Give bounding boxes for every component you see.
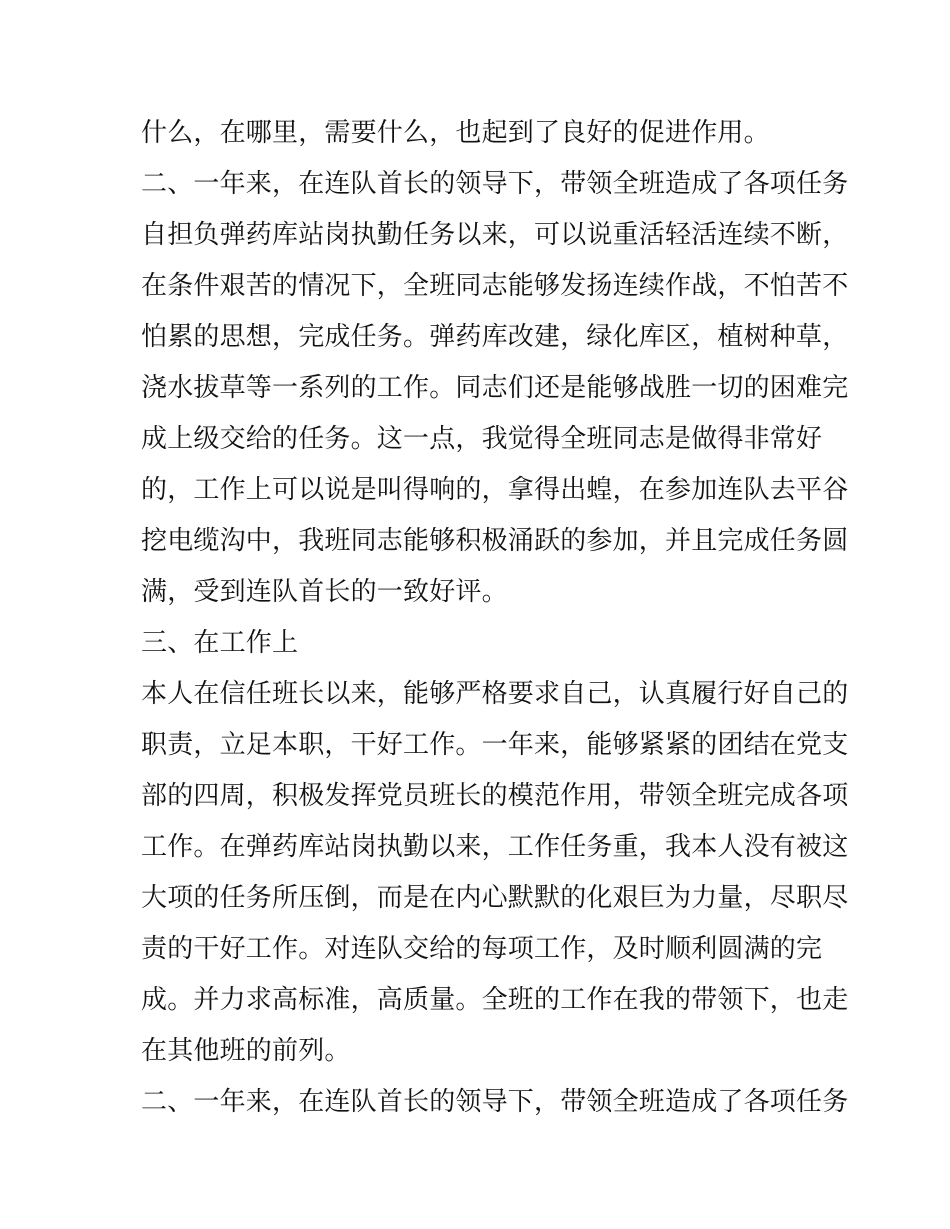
text-line: 职责，立足本职，干好工作。一年来，能够紧紧的团结在党支: [141, 730, 849, 760]
text-line: 挖电缆沟中，我班同志能够积极涌跃的参加，并且完成任务圆: [141, 526, 849, 556]
text-line: 在其他班的前列。: [141, 1036, 351, 1066]
section-heading: 三、在工作上: [141, 628, 299, 658]
text-line: 二、一年来，在连队首长的领导下，带领全班造成了各项任务: [141, 169, 849, 199]
text-line: 自担负弹药库站岗执勤任务以来，可以说重活轻活连续不断，: [141, 220, 849, 250]
text-line: 成。并力求高标准，高质量。全班的工作在我的带领下，也走: [141, 985, 849, 1015]
text-line: 怕累的思想，完成任务。弹药库改建，绿化库区，植树种草，: [141, 322, 849, 352]
text-line: 本人在信任班长以来，能够严格要求自己，认真履行好自己的: [141, 679, 849, 709]
text-line: 大项的任务所压倒，而是在内心默默的化艰巨为力量，尽职尽: [141, 883, 849, 913]
text-line: 的，工作上可以说是叫得响的，拿得出蝗，在参加连队去平谷: [141, 475, 849, 505]
text-line: 成上级交给的任务。这一点，我觉得全班同志是做得非常好: [141, 424, 823, 454]
text-line: 什么，在哪里，需要什么，也起到了良好的促进作用。: [141, 118, 770, 148]
body-text: [141, 108, 849, 1128]
text-line: 满，受到连队首长的一致好评。: [141, 577, 508, 607]
text-line: 工作。在弹药库站岗执勤以来，工作任务重，我本人没有被这: [141, 832, 849, 862]
text-line: 部的四周，积极发挥党员班长的模范作用，带领全班完成各项: [141, 781, 849, 811]
text-line: 二、一年来，在连队首长的领导下，带领全班造成了各项任务: [141, 1087, 849, 1117]
text-line: 责的干好工作。对连队交给的每项工作，及时顺利圆满的完: [141, 934, 823, 964]
text-line: 浇水拔草等一系列的工作。同志们还是能够战胜一切的困难完: [141, 373, 849, 403]
text-line: 在条件艰苦的情况下，全班同志能够发扬连续作战，不怕苦不: [141, 271, 849, 301]
